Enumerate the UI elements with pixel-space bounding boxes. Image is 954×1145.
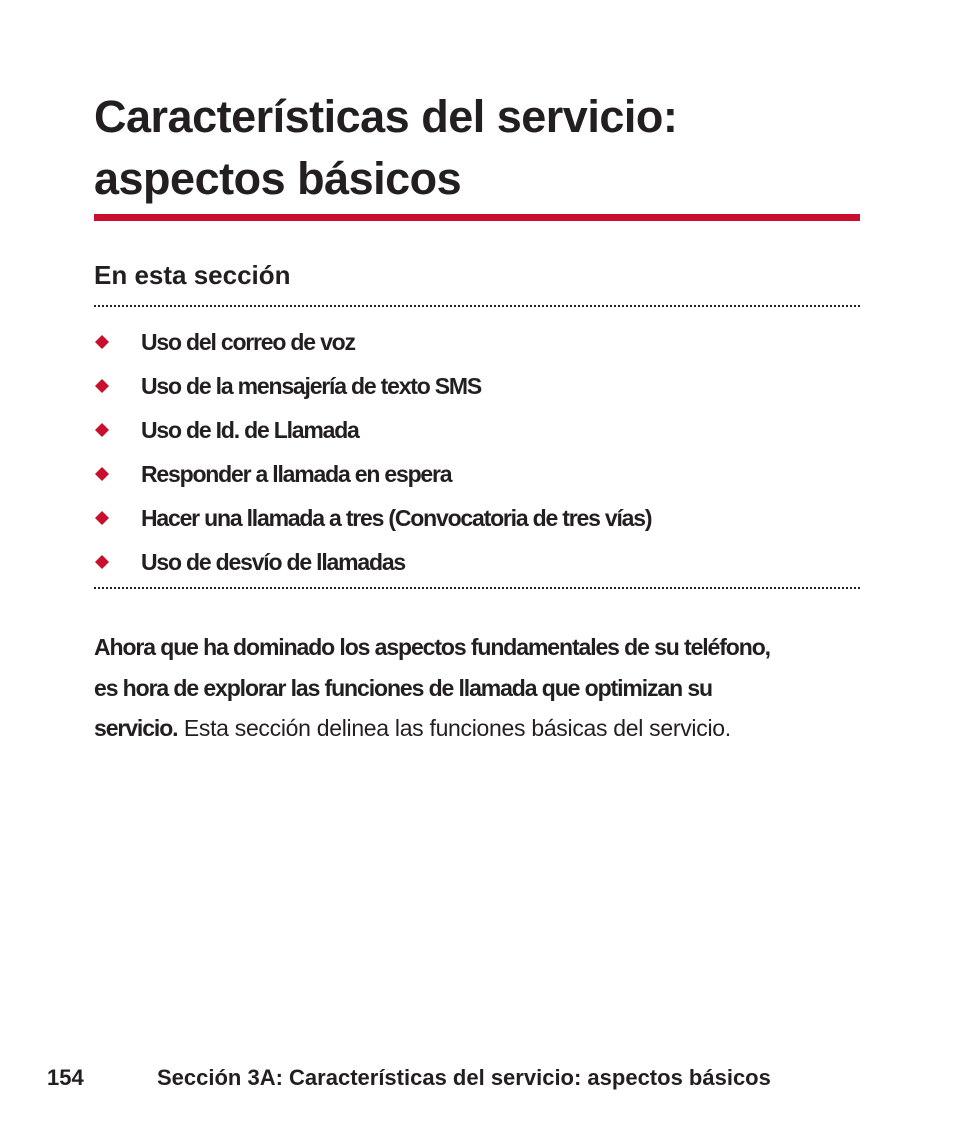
list-item-label: Uso de desvío de llamadas [141,548,406,575]
list-item[interactable] [94,364,860,408]
list-item[interactable] [94,540,860,584]
dotted-divider-bottom [94,587,860,589]
list-item-label: Responder a llamada en espera [141,460,452,487]
intro-bold-text: Ahora que ha dominado los aspectos fundamentales de su teléfono, es hora de explorar las funciones de llamada que optimizan su servicio. [94,634,770,741]
list-item[interactable] [94,452,860,496]
intro-regular-text: Esta sección delinea las funciones básicas del servicio. [183,715,731,741]
list-item-label: Uso de Id. de Llamada [141,416,359,443]
list-item[interactable] [94,408,860,452]
list-item-label: Uso de la mensajería de texto SMS [141,372,482,399]
diamond-bullet-icon [95,511,109,525]
diamond-bullet-icon [95,379,109,393]
page-number: 154 [47,1065,84,1090]
section-contents-list [94,320,860,584]
list-item[interactable] [94,496,860,540]
diamond-bullet-icon [95,423,109,437]
diamond-bullet-icon [95,555,109,569]
section-heading: En esta sección [94,260,291,290]
diamond-bullet-icon [95,335,109,349]
title-underline-rule [94,214,860,221]
dotted-divider-top [94,305,860,307]
diamond-bullet-icon [95,467,109,481]
list-item-label: Hacer una llamada a tres (Convocatoria de tres vías) [141,504,652,531]
intro-paragraph [94,627,794,749]
page-title: Características del servicio: aspectos básicos [94,91,678,204]
footer-section-title: Sección 3A: Características del servicio: aspectos básicos [157,1065,771,1090]
list-item[interactable] [94,320,860,364]
list-item-label: Uso del correo de voz [141,328,355,355]
